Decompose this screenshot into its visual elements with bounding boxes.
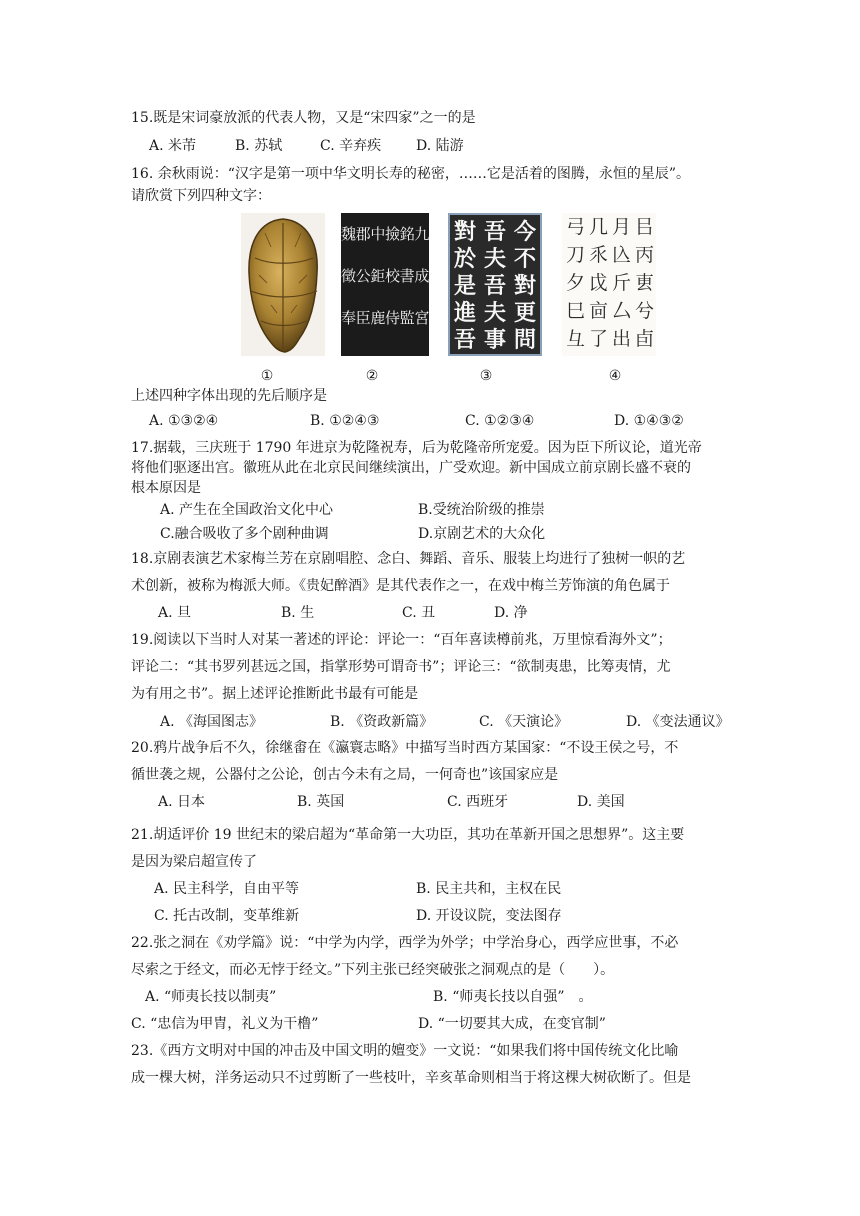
rubbing-glyph: 奉	[341, 309, 357, 327]
clerical-glyph: 夫	[483, 246, 506, 272]
rubbing-glyph: 鉅	[370, 267, 386, 285]
rubbing-glyph: 撿	[385, 225, 401, 243]
rubbing-glyph: 臣	[355, 309, 371, 327]
q17-option-d: D.京剧艺术的大众化	[418, 526, 546, 542]
clerical-glyph: 對	[453, 219, 476, 245]
seal-glyph: 戉	[588, 272, 608, 294]
q21-option-a: A. 民主科学，自由平等	[154, 881, 300, 897]
q19-stem-line3: 为有用之书”。据上述评论推断此书最有可能是	[131, 686, 419, 702]
oracle-bone-image	[241, 213, 325, 356]
q15-option-c: C. 辛弃疾	[320, 138, 382, 154]
q16-stem-line1: 16. 余秋雨说：“汉字是第一项中华文明长寿的秘密，……它是活着的图腾，永恒的星辰”。	[131, 166, 691, 182]
q20-option-a: A. 日本	[158, 794, 206, 810]
rubbing-glyph: 鹿	[370, 309, 386, 327]
rubbing-glyph: 成	[414, 267, 429, 285]
seal-glyph: 了	[588, 328, 608, 350]
seal-glyph: 叀	[634, 272, 654, 294]
rubbing-glyph: 郡	[355, 225, 371, 243]
clerical-script-image	[448, 213, 542, 356]
seal-glyph: 卣	[634, 328, 654, 350]
q15-option-d: D. 陆游	[416, 138, 464, 154]
q21-option-d: D. 开设议院，变法图存	[416, 908, 562, 924]
clerical-glyph: 於	[453, 246, 476, 272]
clerical-glyph: 吾	[483, 219, 506, 245]
image-label-1: ①	[260, 368, 274, 384]
q19-option-d: D. 《变法通议》	[626, 714, 730, 730]
seal-glyph: 兦	[611, 244, 631, 266]
q22-option-b: B. “师夷长技以自强” 。	[433, 989, 593, 1005]
q16-option-d: D. ①④③②	[614, 413, 684, 429]
seal-glyph: 兮	[634, 300, 654, 322]
seal-glyph: 月	[611, 216, 631, 238]
q19-option-a: A. 《海国图志》	[160, 714, 264, 730]
q23-stem-line2: 成一棵大树，洋务运动只不过剪断了一些枝叶，辛亥革命则相当于将这棵大树砍断了。但是	[131, 1070, 691, 1086]
q18-option-b: B. 生	[281, 605, 315, 621]
seal-glyph: 刀	[565, 244, 585, 266]
q17-option-b: B.受统治阶级的推崇	[418, 502, 545, 518]
rubbing-glyph: 中	[370, 225, 386, 243]
image-label-3: ③	[479, 368, 493, 384]
q22-option-a: A. “师夷长技以制夷”	[145, 989, 277, 1005]
q21-option-b: B. 民主共和，主权在民	[416, 881, 562, 897]
q19-option-c: C. 《天演论》	[479, 714, 569, 730]
q17-stem-line2: 将他们驱逐出宫。徽班从此在北京民间继续演出，广受欢迎。新中国成立前京剧长盛不衰的	[131, 460, 691, 476]
seal-glyph: 彑	[565, 328, 585, 350]
seal-glyph: 几	[588, 216, 608, 238]
seal-glyph: 巳	[565, 300, 585, 322]
image-label-4: ④	[608, 368, 622, 384]
q22-stem-line2: 尽索之于经文，而必无悖于经文。”下列主张已经突破张之洞观点的是（ ）。	[131, 962, 615, 978]
rubbing-glyph: 魏	[341, 225, 357, 243]
rubbing-glyph: 銘	[399, 225, 415, 243]
rubbing-glyph: 監	[399, 309, 415, 327]
rubbing-glyph: 書	[399, 267, 415, 285]
seal-glyph: 出	[611, 328, 631, 350]
q19-stem-line1: 19.阅读以下当时人对某一著述的评论：评论一：“百年喜读樽前兆，万里惊看海外文”；	[131, 632, 672, 648]
rubbing-glyph: 宮	[414, 309, 429, 327]
seal-glyph: 厶	[611, 300, 631, 322]
q16-stem-line3: 上述四种字体出现的先后顺序是	[131, 388, 327, 404]
q22-option-c: C. “忠信为甲胄，礼义为干橹”	[131, 1016, 319, 1032]
q22-option-d: D. “一切要其大成，在变官制”	[418, 1016, 606, 1032]
clerical-glyph: 進	[453, 300, 476, 326]
clerical-glyph: 更	[513, 300, 536, 326]
rubbing-glyph: 侍	[385, 309, 401, 327]
q20-stem-line1: 20.鸦片战争后不久，徐继畬在《瀛寰志略》中描写当时西方某国家：“不设王侯之号，不	[131, 740, 679, 756]
q21-stem-line2: 是因为梁启超宣传了	[131, 854, 257, 870]
clerical-glyph: 問	[513, 327, 536, 353]
q17-option-c: C.融合吸收了多个剧种曲调	[160, 526, 329, 542]
image-label-2: ②	[365, 368, 379, 384]
q20-stem-line2: 循世袭之规，公器付之公论，创古今未有之局，一何奇也”该国家应是	[131, 767, 559, 783]
regular-script-rubbing-image	[341, 213, 429, 356]
q23-stem-line1: 23.《西方文明对中国的冲击及中国文明的嬗变》一文说：“如果我们将中国传统文化比喻	[131, 1043, 679, 1059]
rubbing-glyph: 公	[355, 267, 371, 285]
q18-stem-line2: 术创新，被称为梅派大师。《贵妃醉酒》是其代表作之一，在戏中梅兰芳饰演的角色属于	[131, 578, 670, 594]
seal-glyph: 㠯	[634, 216, 654, 238]
q15-stem: 15.既是宋词豪放派的代表人物，又是“宋四家”之一的是	[131, 110, 476, 126]
q16-option-c: C. ①②③④	[465, 413, 535, 429]
q16-option-a: A. ①③②④	[149, 413, 219, 429]
q18-option-d: D. 净	[494, 605, 528, 621]
clerical-glyph: 吾	[483, 273, 506, 299]
q15-option-b: B. 苏轼	[235, 138, 283, 154]
clerical-glyph: 夫	[483, 300, 506, 326]
clerical-glyph: 事	[483, 327, 506, 353]
q20-option-c: C. 西班牙	[447, 794, 509, 810]
clerical-glyph: 是	[453, 273, 476, 299]
rubbing-glyph: 校	[385, 267, 401, 285]
seal-glyph: 斤	[611, 272, 631, 294]
q18-stem-line1: 18.京剧表演艺术家梅兰芳在京剧唱腔、念白、舞蹈、音乐、服装上均进行了独树一帜的艺	[131, 551, 686, 567]
q17-stem-line3: 根本原因是	[131, 480, 201, 496]
seal-glyph: 㐭	[588, 300, 608, 322]
clerical-glyph: 今	[513, 219, 536, 245]
q21-option-c: C. 托古改制，变革维新	[154, 908, 300, 924]
q21-stem-line1: 21.胡适评价 19 世纪末的梁启超为“革命第一大功臣，其功在革新开国之思想界”。这主要	[131, 827, 685, 843]
clerical-glyph: 吾	[453, 327, 476, 353]
clerical-glyph: 對	[513, 273, 536, 299]
seal-glyph: 乑	[588, 244, 608, 266]
seal-glyph: 丙	[634, 244, 654, 266]
clerical-glyph: 不	[513, 246, 536, 272]
rubbing-glyph: 徵	[341, 267, 357, 285]
q22-stem-line1: 22.张之洞在《劝学篇》说：“中学为内学，西学为外学；中学治身心，西学应世事，不必	[131, 935, 679, 951]
q16-option-b: B. ①②④③	[310, 413, 380, 429]
q15-option-a: A. 米芾	[149, 138, 197, 154]
q17-option-a: A. 产生在全国政治文化中心	[160, 502, 334, 518]
q20-option-b: B. 英国	[297, 794, 345, 810]
q16-stem-line2: 请欣赏下列四种文字：	[131, 188, 271, 204]
q20-option-d: D. 美国	[577, 794, 625, 810]
seal-glyph: 弓	[565, 216, 585, 238]
rubbing-glyph: 九	[414, 225, 429, 243]
q18-option-a: A. 旦	[158, 605, 192, 621]
q17-stem-line1: 17.据载，三庆班于 1790 年进京为乾隆祝寿，后为乾隆帝所宠爱。因为臣下所议论，道光帝	[131, 440, 702, 456]
seal-glyph: 夕	[565, 272, 585, 294]
q19-option-b: B. 《资政新篇》	[330, 714, 434, 730]
seal-script-image	[562, 213, 656, 356]
q18-option-c: C. 丑	[402, 605, 436, 621]
q19-stem-line2: 评论二：“其书罗列甚远之国，指掌形势可谓奇书”；评论三：“欲制夷患，比筹夷情，尤	[131, 659, 671, 675]
